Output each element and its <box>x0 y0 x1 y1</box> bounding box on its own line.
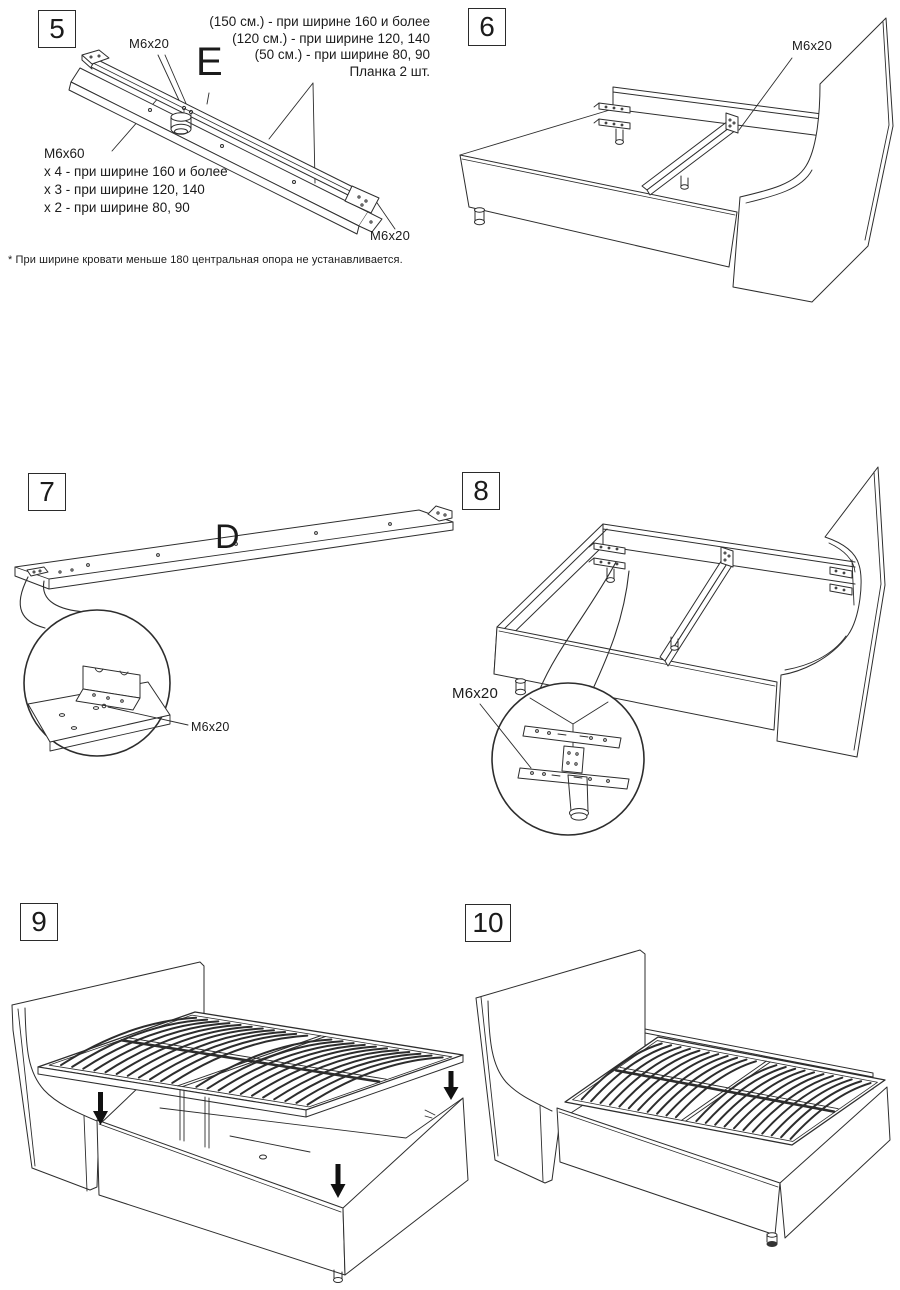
bolt-label-m6x20: M6x20 <box>191 720 230 734</box>
panel-step-10 <box>440 890 900 1280</box>
bolt-label-m6x20: M6x20 <box>792 38 833 53</box>
panel-step-8 <box>440 460 900 870</box>
corner-bracket <box>830 584 852 595</box>
panel-step-6 <box>450 0 900 330</box>
headboard <box>777 467 885 757</box>
step-number: 5 <box>49 13 65 44</box>
assembled-bed-diagram <box>440 890 900 1280</box>
leg-plate <box>562 746 584 773</box>
down-arrow-icon <box>331 1164 346 1198</box>
width-note-line: (120 см.) - при ширине 120, 140 <box>232 30 430 46</box>
bolt-label-m6x20-top: M6x20 <box>129 36 170 51</box>
leader-line <box>739 58 792 130</box>
width-note-line: (50 см.) - при ширине 80, 90 <box>254 47 430 62</box>
slat-base-lowering-diagram <box>0 890 475 1290</box>
step-number-box <box>465 904 511 942</box>
width-note-line: Планка 2 шт. <box>349 63 430 79</box>
frame-with-center-leg-diagram <box>440 460 900 870</box>
step-number-box <box>462 472 500 510</box>
step-number: 9 <box>31 906 47 937</box>
bolt-label-m6x20-bottom: M6x20 <box>370 228 411 243</box>
storage-box-front <box>97 1120 345 1275</box>
support-foot <box>171 113 191 121</box>
width-notes <box>209 14 430 80</box>
step-number-box <box>468 8 506 46</box>
bed-frame-diagram <box>450 0 900 330</box>
step-number-box <box>38 10 76 48</box>
panel-step-9 <box>0 890 475 1290</box>
step-number: 7 <box>39 476 55 507</box>
step-number: 6 <box>479 11 495 42</box>
part-letter-E: E <box>196 40 223 84</box>
step-number: 10 <box>472 907 504 938</box>
screw-note-line: x 3 - при ширине 120, 140 <box>44 182 205 197</box>
screw-note-line: x 4 - при ширине 160 и более <box>44 164 228 179</box>
screw-title: M6x60 <box>44 146 85 161</box>
center-rail-bracket <box>721 547 733 567</box>
width-note-line: (150 см.) - при ширине 160 и более <box>209 14 430 29</box>
step-number-box <box>28 473 66 511</box>
bolt-label-m6x20: M6x20 <box>452 685 499 702</box>
headboard <box>733 18 893 302</box>
side-rail-D-diagram <box>0 460 460 810</box>
step-number: 8 <box>473 475 489 506</box>
part-letter-D: D <box>215 518 240 556</box>
center-rail-bracket <box>726 113 738 133</box>
panel-step-5 <box>0 0 450 290</box>
screw-qty-notes <box>44 145 228 217</box>
front-rail <box>460 155 737 267</box>
step-number-box <box>20 903 58 941</box>
footnote: * При ширине кровати меньше 180 центральная опора не устанавливается. <box>8 254 403 266</box>
corner-bracket <box>830 567 852 578</box>
screw-note-line: x 2 - при ширине 80, 90 <box>44 200 190 215</box>
panel-step-7 <box>0 460 460 810</box>
